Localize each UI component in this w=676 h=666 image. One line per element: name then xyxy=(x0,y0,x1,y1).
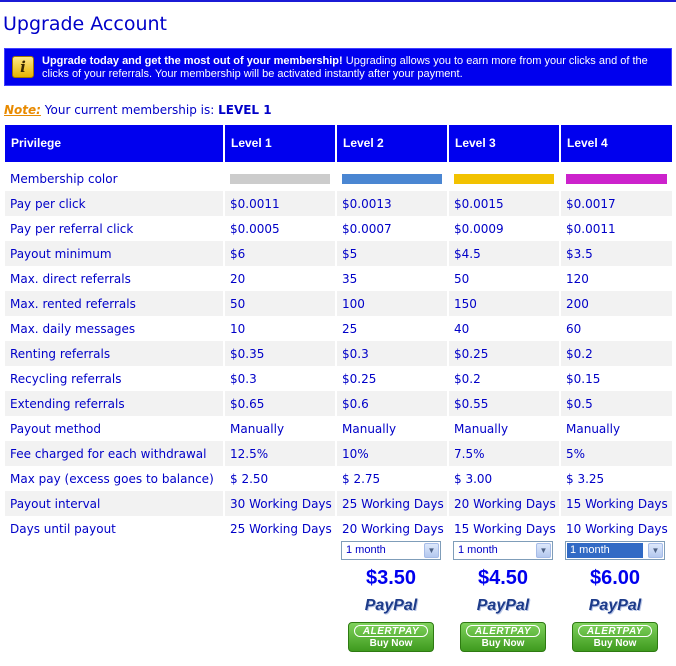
paypal-button[interactable]: PayPal xyxy=(364,597,418,614)
buy-now-label: Buy Now xyxy=(481,638,525,649)
table-row xyxy=(5,441,672,466)
header-level-4: Level 4 xyxy=(561,125,672,162)
table-row xyxy=(5,466,672,491)
row-value-level-1: $0.0011 xyxy=(225,191,335,216)
row-value-level-4: $0.0011 xyxy=(566,221,616,236)
membership-color-swatch xyxy=(454,174,554,184)
row-value-level-4: 5% xyxy=(561,441,672,466)
table-row xyxy=(5,191,672,216)
membership-color-swatch xyxy=(342,174,442,184)
row-value-level-2: 25 Working Days xyxy=(337,491,447,516)
row-value-level-2: $0.6 xyxy=(337,391,447,416)
row-label: Renting referrals xyxy=(5,341,223,366)
row-value-level-4: $0.5 xyxy=(561,391,672,416)
row-value-level-4: 60 xyxy=(566,321,582,336)
row-value-level-3: 50 xyxy=(454,271,470,286)
upgrade-info-banner xyxy=(4,48,672,86)
table-row xyxy=(5,416,672,441)
row-value-level-3: 20 Working Days xyxy=(449,491,559,516)
table-header-row xyxy=(5,125,672,162)
duration-select[interactable] xyxy=(565,541,665,560)
note-text: Your current membership is: xyxy=(40,103,219,117)
table-row xyxy=(5,491,672,516)
row-label: Days until payout xyxy=(10,521,116,536)
row-value-level-2: $0.0007 xyxy=(342,221,392,236)
row-label: Payout minimum xyxy=(5,241,223,266)
row-value-level-1: $0.65 xyxy=(225,391,335,416)
row-value-level-2: 25 xyxy=(342,321,358,336)
row-label: Extending referrals xyxy=(5,391,223,416)
chevron-down-icon[interactable]: ▼ xyxy=(648,543,663,558)
paypal-button[interactable]: PayPal xyxy=(476,597,530,614)
banner-text: Upgrading allows you to earn more from your clicks and of the clicks of your referrals. Your membership will be activated instantly after your payment. xyxy=(42,55,648,80)
row-label: Pay per referral click xyxy=(10,221,134,236)
row-value-level-3: 15 Working Days xyxy=(454,521,556,536)
color-cell xyxy=(225,166,335,191)
table-row xyxy=(5,391,672,416)
row-value-level-2: $ 2.75 xyxy=(342,471,381,486)
membership-comparison-table xyxy=(3,125,674,541)
paypal-button[interactable]: PayPal xyxy=(588,597,642,614)
table-row xyxy=(5,516,672,541)
row-value-level-1: $ 2.50 xyxy=(230,471,269,486)
row-value-level-2: $5 xyxy=(337,241,447,266)
row-value-level-3: $0.0015 xyxy=(449,191,559,216)
color-cell xyxy=(337,166,447,191)
header-privilege: Privilege xyxy=(5,125,223,162)
row-value-level-2: 100 xyxy=(337,291,447,316)
table-row xyxy=(5,341,672,366)
duration-select[interactable] xyxy=(341,541,441,560)
alertpay-buy-now-button[interactable] xyxy=(572,622,658,652)
row-label: Payout method xyxy=(10,421,101,436)
row-value-level-2: Manually xyxy=(342,421,397,436)
row-value-level-1: $0.0005 xyxy=(230,221,280,236)
row-value-level-2: 35 xyxy=(342,271,358,286)
buy-now-label: Buy Now xyxy=(369,638,413,649)
current-level: LEVEL 1 xyxy=(218,103,272,117)
row-value-level-4: $3.5 xyxy=(561,241,672,266)
purchase-column-level-2 xyxy=(339,541,443,652)
row-value-level-3: $0.25 xyxy=(449,341,559,366)
row-value-level-1: 50 xyxy=(225,291,335,316)
chevron-down-icon[interactable]: ▼ xyxy=(536,543,551,558)
color-cell xyxy=(561,166,672,191)
purchase-column-level-4 xyxy=(563,541,667,652)
info-icon: i xyxy=(12,56,34,78)
row-label: Max pay (excess goes to balance) xyxy=(10,471,214,486)
table-row xyxy=(5,291,672,316)
page-title: Upgrade Account xyxy=(3,13,167,35)
row-value-level-3: 150 xyxy=(449,291,559,316)
row-value-level-1: $6 xyxy=(225,241,335,266)
row-value-level-2: $0.0013 xyxy=(337,191,447,216)
table-row-membership-color xyxy=(5,166,672,191)
alertpay-buy-now-button[interactable] xyxy=(348,622,434,652)
row-value-level-1: 25 Working Days xyxy=(230,521,332,536)
chevron-down-icon[interactable]: ▼ xyxy=(424,543,439,558)
row-label: Max. direct referrals xyxy=(10,271,131,286)
row-value-level-4: $0.0017 xyxy=(561,191,672,216)
row-value-level-4: $ 3.25 xyxy=(566,471,605,486)
row-value-level-4: $0.15 xyxy=(566,371,601,386)
buy-now-label: Buy Now xyxy=(593,638,637,649)
row-label: Max. daily messages xyxy=(10,321,136,336)
current-membership-note xyxy=(4,103,272,117)
alertpay-logo: ALERTPAY xyxy=(354,625,428,637)
alertpay-buy-now-button[interactable] xyxy=(460,622,546,652)
price-label: $6.00 xyxy=(589,567,641,589)
note-label: Note: xyxy=(4,103,41,117)
row-value-level-3: $0.55 xyxy=(449,391,559,416)
row-value-level-3: $ 3.00 xyxy=(454,471,493,486)
row-value-level-3: 7.5% xyxy=(449,441,559,466)
membership-color-swatch xyxy=(230,174,330,184)
table-row xyxy=(5,266,672,291)
row-value-level-3: Manually xyxy=(454,421,509,436)
row-value-level-2: $0.3 xyxy=(337,341,447,366)
row-label: Payout interval xyxy=(5,491,223,516)
price-label: $4.50 xyxy=(477,567,529,589)
row-value-level-2: 10% xyxy=(337,441,447,466)
row-value-level-1: 20 xyxy=(230,271,246,286)
row-value-level-1: 12.5% xyxy=(225,441,335,466)
row-value-level-4: 120 xyxy=(566,271,589,286)
row-value-level-4: $0.2 xyxy=(561,341,672,366)
table-row xyxy=(5,366,672,391)
row-label: Recycling referrals xyxy=(10,371,122,386)
duration-select-value: 1 month xyxy=(458,544,498,556)
table-row xyxy=(5,316,672,341)
row-label: Max. rented referrals xyxy=(5,291,223,316)
duration-select[interactable] xyxy=(453,541,553,560)
header-level-1: Level 1 xyxy=(225,125,335,162)
header-level-3: Level 3 xyxy=(449,125,559,162)
top-divider xyxy=(0,0,676,2)
row-value-level-3: $4.5 xyxy=(449,241,559,266)
table-row xyxy=(5,216,672,241)
purchase-column-level-3 xyxy=(451,541,555,652)
row-value-level-2: $0.25 xyxy=(342,371,377,386)
row-value-level-3: 40 xyxy=(454,321,470,336)
row-value-level-1: Manually xyxy=(230,421,285,436)
row-value-level-2: 20 Working Days xyxy=(342,521,444,536)
row-value-level-1: 30 Working Days xyxy=(225,491,335,516)
color-cell xyxy=(449,166,559,191)
membership-color-swatch xyxy=(566,174,667,184)
row-value-level-3: $0.0009 xyxy=(454,221,504,236)
row-label: Fee charged for each withdrawal xyxy=(5,441,223,466)
row-value-level-4: 200 xyxy=(561,291,672,316)
alertpay-logo: ALERTPAY xyxy=(578,625,652,637)
table-row xyxy=(5,241,672,266)
row-value-level-1: $0.35 xyxy=(225,341,335,366)
row-value-level-1: 10 xyxy=(230,321,246,336)
row-value-level-4: Manually xyxy=(566,421,621,436)
row-value-level-4: 10 Working Days xyxy=(566,521,668,536)
banner-bold-text: Upgrade today and get the most out of your membership! xyxy=(42,55,343,67)
row-value-level-3: $0.2 xyxy=(454,371,481,386)
price-label: $3.50 xyxy=(365,567,417,589)
duration-select-value: 1 month xyxy=(346,544,386,556)
row-label: Membership color xyxy=(10,171,118,186)
row-value-level-4: 15 Working Days xyxy=(561,491,672,516)
alertpay-logo: ALERTPAY xyxy=(466,625,540,637)
duration-select-value: 1 month xyxy=(567,543,643,558)
row-value-level-1: $0.3 xyxy=(230,371,257,386)
row-label: Pay per click xyxy=(5,191,223,216)
header-level-2: Level 2 xyxy=(337,125,447,162)
